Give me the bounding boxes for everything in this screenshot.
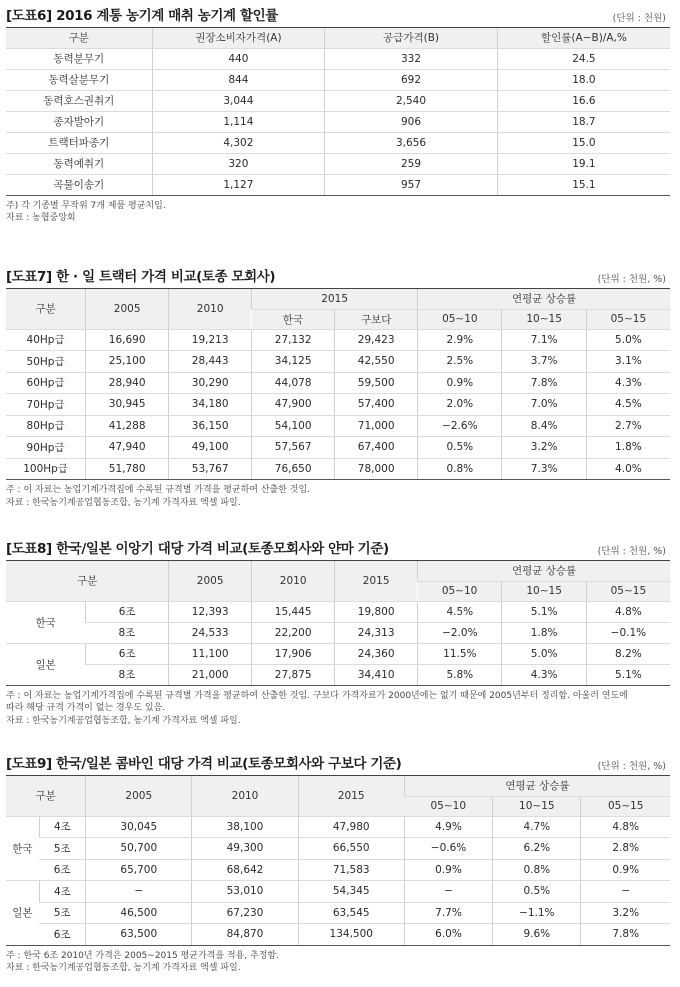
row-label: 곡물이송기 [6,174,152,195]
row-label: 8조 [86,664,169,685]
table-cell: 134,500 [298,924,404,946]
table7-2005-header: 2005 [86,289,169,329]
table-cell: 7.0% [502,394,586,416]
row-label: 6조 [39,924,85,946]
table8-r3-header: 05∼15 [586,581,670,601]
table-row [6,415,670,437]
table-cell: 24.5 [497,48,670,69]
row-label: 4조 [39,816,85,838]
table-cell: 27,132 [252,329,335,351]
table8-header [6,537,670,561]
table7-header [6,265,670,289]
table-cell: 24,360 [335,643,418,664]
row-label: 동력살분무기 [6,69,152,90]
table-row [6,816,670,838]
table-cell: 66,550 [298,838,404,860]
table-cell: 0.9% [418,372,502,394]
table-cell: − [404,881,492,903]
table8-rate-header: 연평균 상승률 [418,561,670,581]
table-cell: 4.7% [493,816,581,838]
table-cell: 16.6 [497,90,670,111]
table-cell: 2.8% [581,838,670,860]
table7-body [6,329,670,480]
table-row [6,48,670,69]
table-cell: 25,100 [86,351,169,373]
table9-source: 자료 : 한국농기계공업협동조합, 농기계 가격자료 엑셀 파일. [6,963,241,973]
table-cell: 3.2% [502,437,586,459]
table-cell: 2.0% [418,394,502,416]
table-cell: 24,313 [335,622,418,643]
row-label: 동력예취기 [6,153,152,174]
table6-col-header: 권장소비자가격(A) [152,28,325,48]
table-cell: 1,127 [152,174,325,195]
table-cell: 906 [325,111,498,132]
table-cell: 5.0% [586,329,670,351]
table8-body [6,601,670,685]
table-cell: 1.8% [586,437,670,459]
table-cell: 4.8% [581,816,670,838]
table6-source: 자료 : 농협중앙회 [6,213,76,223]
table-cell: 30,945 [86,394,169,416]
table-cell: 44,078 [252,372,335,394]
table-cell: 3,656 [325,132,498,153]
table9-r3-header: 05∼15 [581,796,670,816]
table9-title: [도표9] 한국/일본 콤바인 대당 가격 비교(토종모회사와 구보다 기준) [6,756,402,772]
table-cell: 5.1% [502,601,586,622]
table-cell: 5.1% [586,664,670,685]
row-label: 6조 [86,643,169,664]
table-cell: 38,100 [192,816,298,838]
table-cell: 36,150 [169,415,252,437]
table-cell: 76,650 [252,458,335,480]
table-cell: − [581,881,670,903]
row-label: 동력호스권취기 [6,90,152,111]
table-cell: 0.9% [581,859,670,881]
table-cell: 4.3% [502,664,586,685]
table-row [6,622,670,643]
table-cell: 259 [325,153,498,174]
table-cell: 7.8% [581,924,670,946]
table8 [6,561,670,686]
table-cell: 19.1 [497,153,670,174]
row-label: 50Hp급 [6,351,86,373]
table-cell: 3,044 [152,90,325,111]
table7-2015-header: 2015 [252,289,418,309]
table-cell: 65,700 [86,859,192,881]
table9-body [6,816,670,945]
row-label: 5조 [39,838,85,860]
table-cell: 11,100 [169,643,252,664]
table7 [6,289,670,480]
table6-col-header: 할인률(A−B)/A,% [497,28,670,48]
row-label: 70Hp급 [6,394,86,416]
table9-r1-header: 05∼10 [404,796,492,816]
table-cell: 0.5% [493,881,581,903]
table-cell: 5.8% [418,664,502,685]
row-label: 6조 [39,859,85,881]
table-cell: 2,540 [325,90,498,111]
table-cell: 28,940 [86,372,169,394]
table9 [6,776,670,946]
table9-unit: (단위 : 천원, %) [597,761,666,772]
table-cell: 53,767 [169,458,252,480]
table-row [6,174,670,195]
table-cell: 9.6% [493,924,581,946]
table-cell: 8.4% [502,415,586,437]
table-cell: 42,550 [335,351,418,373]
table-cell: 71,000 [335,415,418,437]
table-cell: 7.8% [502,372,586,394]
table-row [6,90,670,111]
table-cell: 15,445 [252,601,335,622]
table6-header [6,4,670,28]
table-row [6,153,670,174]
table-cell: 63,500 [86,924,192,946]
table-cell: 47,900 [252,394,335,416]
table-cell: −0.1% [586,622,670,643]
table-cell: 57,567 [252,437,335,459]
table-cell: 84,870 [192,924,298,946]
table-cell: 844 [152,69,325,90]
table-cell: 54,345 [298,881,404,903]
table-cell: 4.0% [586,458,670,480]
table-cell: 3.7% [502,351,586,373]
row-label: 트랙터파종기 [6,132,152,153]
table-cell: 5.0% [502,643,586,664]
table6-section [6,4,670,225]
table-row [6,69,670,90]
table7-section [6,265,670,509]
table8-title: [도표8] 한국/일본 이앙기 대당 가격 비교(토종모회사와 얀마 기준) [6,541,389,557]
table-cell: 7.1% [502,329,586,351]
table-cell: 34,410 [335,664,418,685]
table-cell: 2.9% [418,329,502,351]
row-label: 80Hp급 [6,415,86,437]
table9-section [6,752,670,975]
table-row [6,643,670,664]
table9-header [6,752,670,776]
table6-body [6,48,670,195]
table-cell: 22,200 [252,622,335,643]
table6-note: 주) 각 기종별 무작위 7개 제품 평균치임. [6,200,166,211]
table8-note-cont: 따라 해당 규격 가격이 없는 경우도 있음. [6,703,166,713]
table-row [6,859,670,881]
table-row [6,132,670,153]
table-row [6,111,670,132]
table8-2015-header: 2015 [335,561,418,601]
table6-col-header: 구분 [6,28,152,48]
table-cell: 54,100 [252,415,335,437]
table-cell: 4.9% [404,816,492,838]
table9-rate-header: 연평균 상승률 [404,776,670,796]
table-cell: 7.3% [502,458,586,480]
table-cell: 957 [325,174,498,195]
table7-2010-header: 2010 [169,289,252,329]
table-cell: 692 [325,69,498,90]
table-cell: 49,300 [192,838,298,860]
group-label: 한국 [6,601,86,643]
table-cell: 4.8% [586,601,670,622]
table-cell: 63,545 [298,902,404,924]
table-cell: 16,690 [86,329,169,351]
table-row [6,394,670,416]
table-cell: 0.8% [418,458,502,480]
table-cell: 71,583 [298,859,404,881]
table-cell: 34,125 [252,351,335,373]
table9-note: 주 : 한국 6조 2010년 가격은 2005∼2015 평균가격을 적용, 추정함. [6,950,279,961]
table-cell: 11.5% [418,643,502,664]
table9-2015-header: 2015 [298,776,404,816]
row-label: 4조 [39,881,85,903]
table-cell: 29,423 [335,329,418,351]
table-cell: 28,443 [169,351,252,373]
table-cell: 67,400 [335,437,418,459]
table-cell: − [86,881,192,903]
table8-2010-header: 2010 [252,561,335,601]
table8-r2-header: 10∼15 [502,581,586,601]
table-row [6,902,670,924]
table-row [6,881,670,903]
table-row [6,437,670,459]
table8-r1-header: 05∼10 [418,581,502,601]
row-label: 100Hp급 [6,458,86,480]
table-cell: 18.7 [497,111,670,132]
table7-note: 주 : 이 자료는 농업기계가격집에 수록된 규격별 가격을 평균하여 산출한 것임. [6,485,311,495]
table-row [6,372,670,394]
table-cell: 0.8% [493,859,581,881]
table-cell: 53,010 [192,881,298,903]
table-cell: 51,780 [86,458,169,480]
table9-2005-header: 2005 [86,776,192,816]
row-label: 5조 [39,902,85,924]
table7-gubun-header: 구분 [6,289,86,329]
table-cell: 4,302 [152,132,325,153]
table-cell: 0.9% [404,859,492,881]
row-label: 90Hp급 [6,437,86,459]
table-cell: 47,980 [298,816,404,838]
group-label: 일본 [6,881,39,946]
table-cell: 0.5% [418,437,502,459]
table7-r3-header: 05∼15 [586,309,670,329]
row-label: 60Hp급 [6,372,86,394]
table-cell: 320 [152,153,325,174]
table-cell: 440 [152,48,325,69]
table-cell: 1.8% [502,622,586,643]
table6-col-header: 공급가격(B) [325,28,498,48]
table-cell: 15.0 [497,132,670,153]
table6-title: [도표6] 2016 계통 농기계 매취 농기계 할인률 [6,8,278,24]
table-cell: 3.1% [586,351,670,373]
table8-section [6,537,670,727]
table-cell: 19,213 [169,329,252,351]
table-row [6,351,670,373]
table-cell: 4.5% [418,601,502,622]
table-cell: 78,000 [335,458,418,480]
table-cell: 2.5% [418,351,502,373]
table-cell: 19,800 [335,601,418,622]
table-cell: 18.0 [497,69,670,90]
table-cell: −1.1% [493,902,581,924]
table-cell: 7.7% [404,902,492,924]
table7-source: 자료 : 한국농기계공업협동조합, 농기계 가격자료 엑셀 파일. [6,497,241,508]
table-row [6,664,670,685]
table8-notes [6,690,670,728]
table-cell: 2.7% [586,415,670,437]
table-cell: 12,393 [169,601,252,622]
table7-kubota-header: 구보다 [335,309,418,329]
table-cell: −2.0% [418,622,502,643]
table-cell: 41,288 [86,415,169,437]
table-cell: 46,500 [86,902,192,924]
table8-source: 자료 : 한국농기계공업협동조합, 농기계 가격자료 엑셀 파일. [6,715,241,726]
table8-note: 주 : 이 자료는 농업기계가격집에 수록된 규격별 가격을 평균하여 산출한 것임. 구보다 가격자료가 2000년에는 없기 때문에 2005년부터 정리함. 아울러 연도에 [6,690,628,701]
table-cell: 68,642 [192,859,298,881]
table-row [6,329,670,351]
table8-2005-header: 2005 [169,561,252,601]
row-label: 8조 [86,622,169,643]
table9-r2-header: 10∼15 [493,796,581,816]
table-row [6,601,670,622]
table-cell: 6.0% [404,924,492,946]
row-label: 6조 [86,601,169,622]
group-label: 일본 [6,643,86,685]
table7-title: [도표7] 한 · 일 트랙터 가격 비교(토종 모회사) [6,269,276,285]
table-cell: −0.6% [404,838,492,860]
table-cell: 8.2% [586,643,670,664]
row-label: 종자발아기 [6,111,152,132]
table9-notes [6,950,670,975]
table-cell: 59,500 [335,372,418,394]
table-cell: 67,230 [192,902,298,924]
row-label: 40Hp급 [6,329,86,351]
table-cell: 30,045 [86,816,192,838]
table-cell: 50,700 [86,838,192,860]
table7-r2-header: 10∼15 [502,309,586,329]
table7-notes [6,484,670,509]
table-cell: 57,400 [335,394,418,416]
table-cell: 3.2% [581,902,670,924]
table-cell: 4.5% [586,394,670,416]
table6-unit: (단위 : 천원) [612,13,666,24]
table8-gubun-header: 구분 [6,561,169,601]
table-cell: 6.2% [493,838,581,860]
table-cell: 24,533 [169,622,252,643]
table-cell: 332 [325,48,498,69]
table-row [6,924,670,946]
table9-2010-header: 2010 [192,776,298,816]
table6 [6,28,670,196]
table-cell: 34,180 [169,394,252,416]
group-label: 한국 [6,816,39,881]
table-cell: 49,100 [169,437,252,459]
table-cell: 4.3% [586,372,670,394]
table-cell: 1,114 [152,111,325,132]
table9-gubun-header: 구분 [6,776,86,816]
table-cell: 17,906 [252,643,335,664]
table6-notes [6,200,670,225]
table8-unit: (단위 : 천원, %) [597,546,666,557]
table-cell: 30,290 [169,372,252,394]
table-cell: 27,875 [252,664,335,685]
table7-r1-header: 05∼10 [418,309,502,329]
table7-rate-header: 연평균 상승률 [418,289,670,309]
table7-unit: (단위 : 천원, %) [597,274,666,285]
table-cell: 47,940 [86,437,169,459]
row-label: 동력분무기 [6,48,152,69]
table-row [6,838,670,860]
table-cell: 15.1 [497,174,670,195]
table7-korea-header: 한국 [252,309,335,329]
table-cell: 21,000 [169,664,252,685]
table-row [6,458,670,480]
table-cell: −2.6% [418,415,502,437]
